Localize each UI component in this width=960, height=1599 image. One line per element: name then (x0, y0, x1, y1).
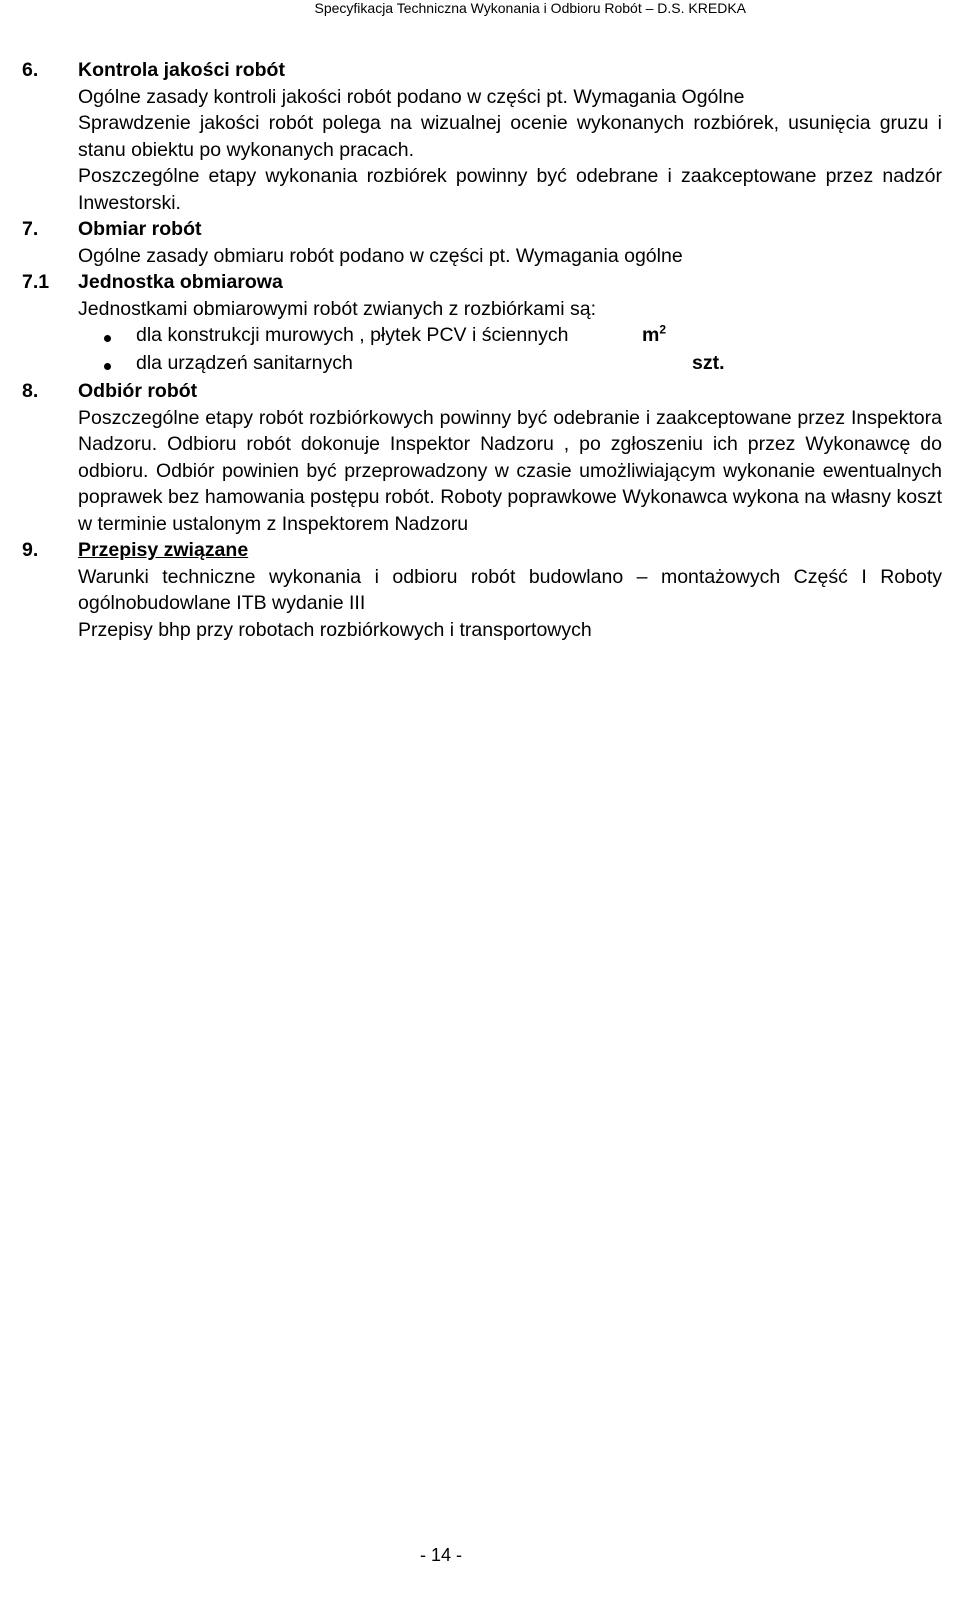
unit-list-item (78, 350, 942, 378)
section-8-title: Odbiór robót (78, 380, 198, 402)
page-header: Specyfikacja Techniczna Wykonania i Odbioru Robót – D.S. KREDKA (314, 0, 746, 16)
section-6-line-2: Sprawdzenie jakości robót polega na wizualnej ocenie wykonanych rozbiórek, usunięcia gruzu i stanu obiektu po wykonanych pracach. (78, 112, 942, 161)
section-6-line-1: Ogólne zasady kontroli jakości robót podano w części pt. Wymagania Ogólne (78, 85, 745, 108)
section-9-number: 9. (22, 539, 39, 561)
section-7-heading (22, 216, 942, 243)
unit-item-unit: szt. (692, 352, 725, 374)
section-7-1-heading (22, 269, 942, 296)
unit-item-unit (642, 322, 666, 349)
section-7-1-number: 7.1 (22, 271, 50, 293)
unit-superscript: 2 (659, 322, 667, 337)
unit-symbol: m (642, 324, 660, 346)
section-7-1-title: Jednostka obmiarowa (78, 271, 283, 293)
section-8-heading (22, 378, 942, 405)
unit-list-item (78, 322, 942, 350)
page-number: - 14 - (420, 1545, 463, 1565)
section-6-number: 6. (22, 59, 39, 81)
section-9-line-2: Przepisy bhp przy robotach rozbiórkowych i transportowych (78, 618, 592, 641)
section-7-number: 7. (22, 218, 39, 240)
section-7-1-intro: Jednostkami obmiarowymi robót zwianych z rozbiórkami są: (78, 297, 597, 320)
section-7-title: Obmiar robót (78, 218, 202, 240)
section-7-line: Ogólne zasady obmiaru robót podano w części pt. Wymagania ogólne (78, 244, 683, 267)
section-8-number: 8. (22, 380, 39, 402)
section-6-line-3: Poszczególne etapy wykonania rozbiórek powinny być odebrane i zaakceptowane przez nadzór Inwestorski. (78, 165, 942, 214)
section-9-title: Przepisy związane (78, 539, 249, 561)
section-9-heading (22, 537, 942, 564)
section-8-paragraph: Poszczególne etapy robót rozbiórkowych powinny być odebranie i zaakceptowane przez Inspektora Nadzoru. Odbioru robót dokonuje Inspektor Nadzoru , po zgłoszeniu ich przez Wykonawcę do odbioru. Odbiór powinien być przeprowadzony w czasie umożliwiającym wykonanie ewentualnych poprawek bez hamowania postępu robót. Roboty poprawkowe Wykonawca wykona na własny koszt w terminie ustalonym z Inspektorem Nadzoru (78, 406, 942, 535)
unit-item-text: dla konstrukcji murowych , płytek PCV i ściennych (136, 324, 569, 346)
document-body (22, 57, 942, 643)
section-6-heading (22, 57, 942, 84)
section-6-title: Kontrola jakości robót (78, 59, 285, 81)
section-9-line-1: Warunki techniczne wykonania i odbioru robót budowlano – montażowych Część I Roboty ogólnobudowlane ITB wydanie III (78, 565, 942, 614)
unit-item-text: dla urządzeń sanitarnych (136, 352, 353, 374)
